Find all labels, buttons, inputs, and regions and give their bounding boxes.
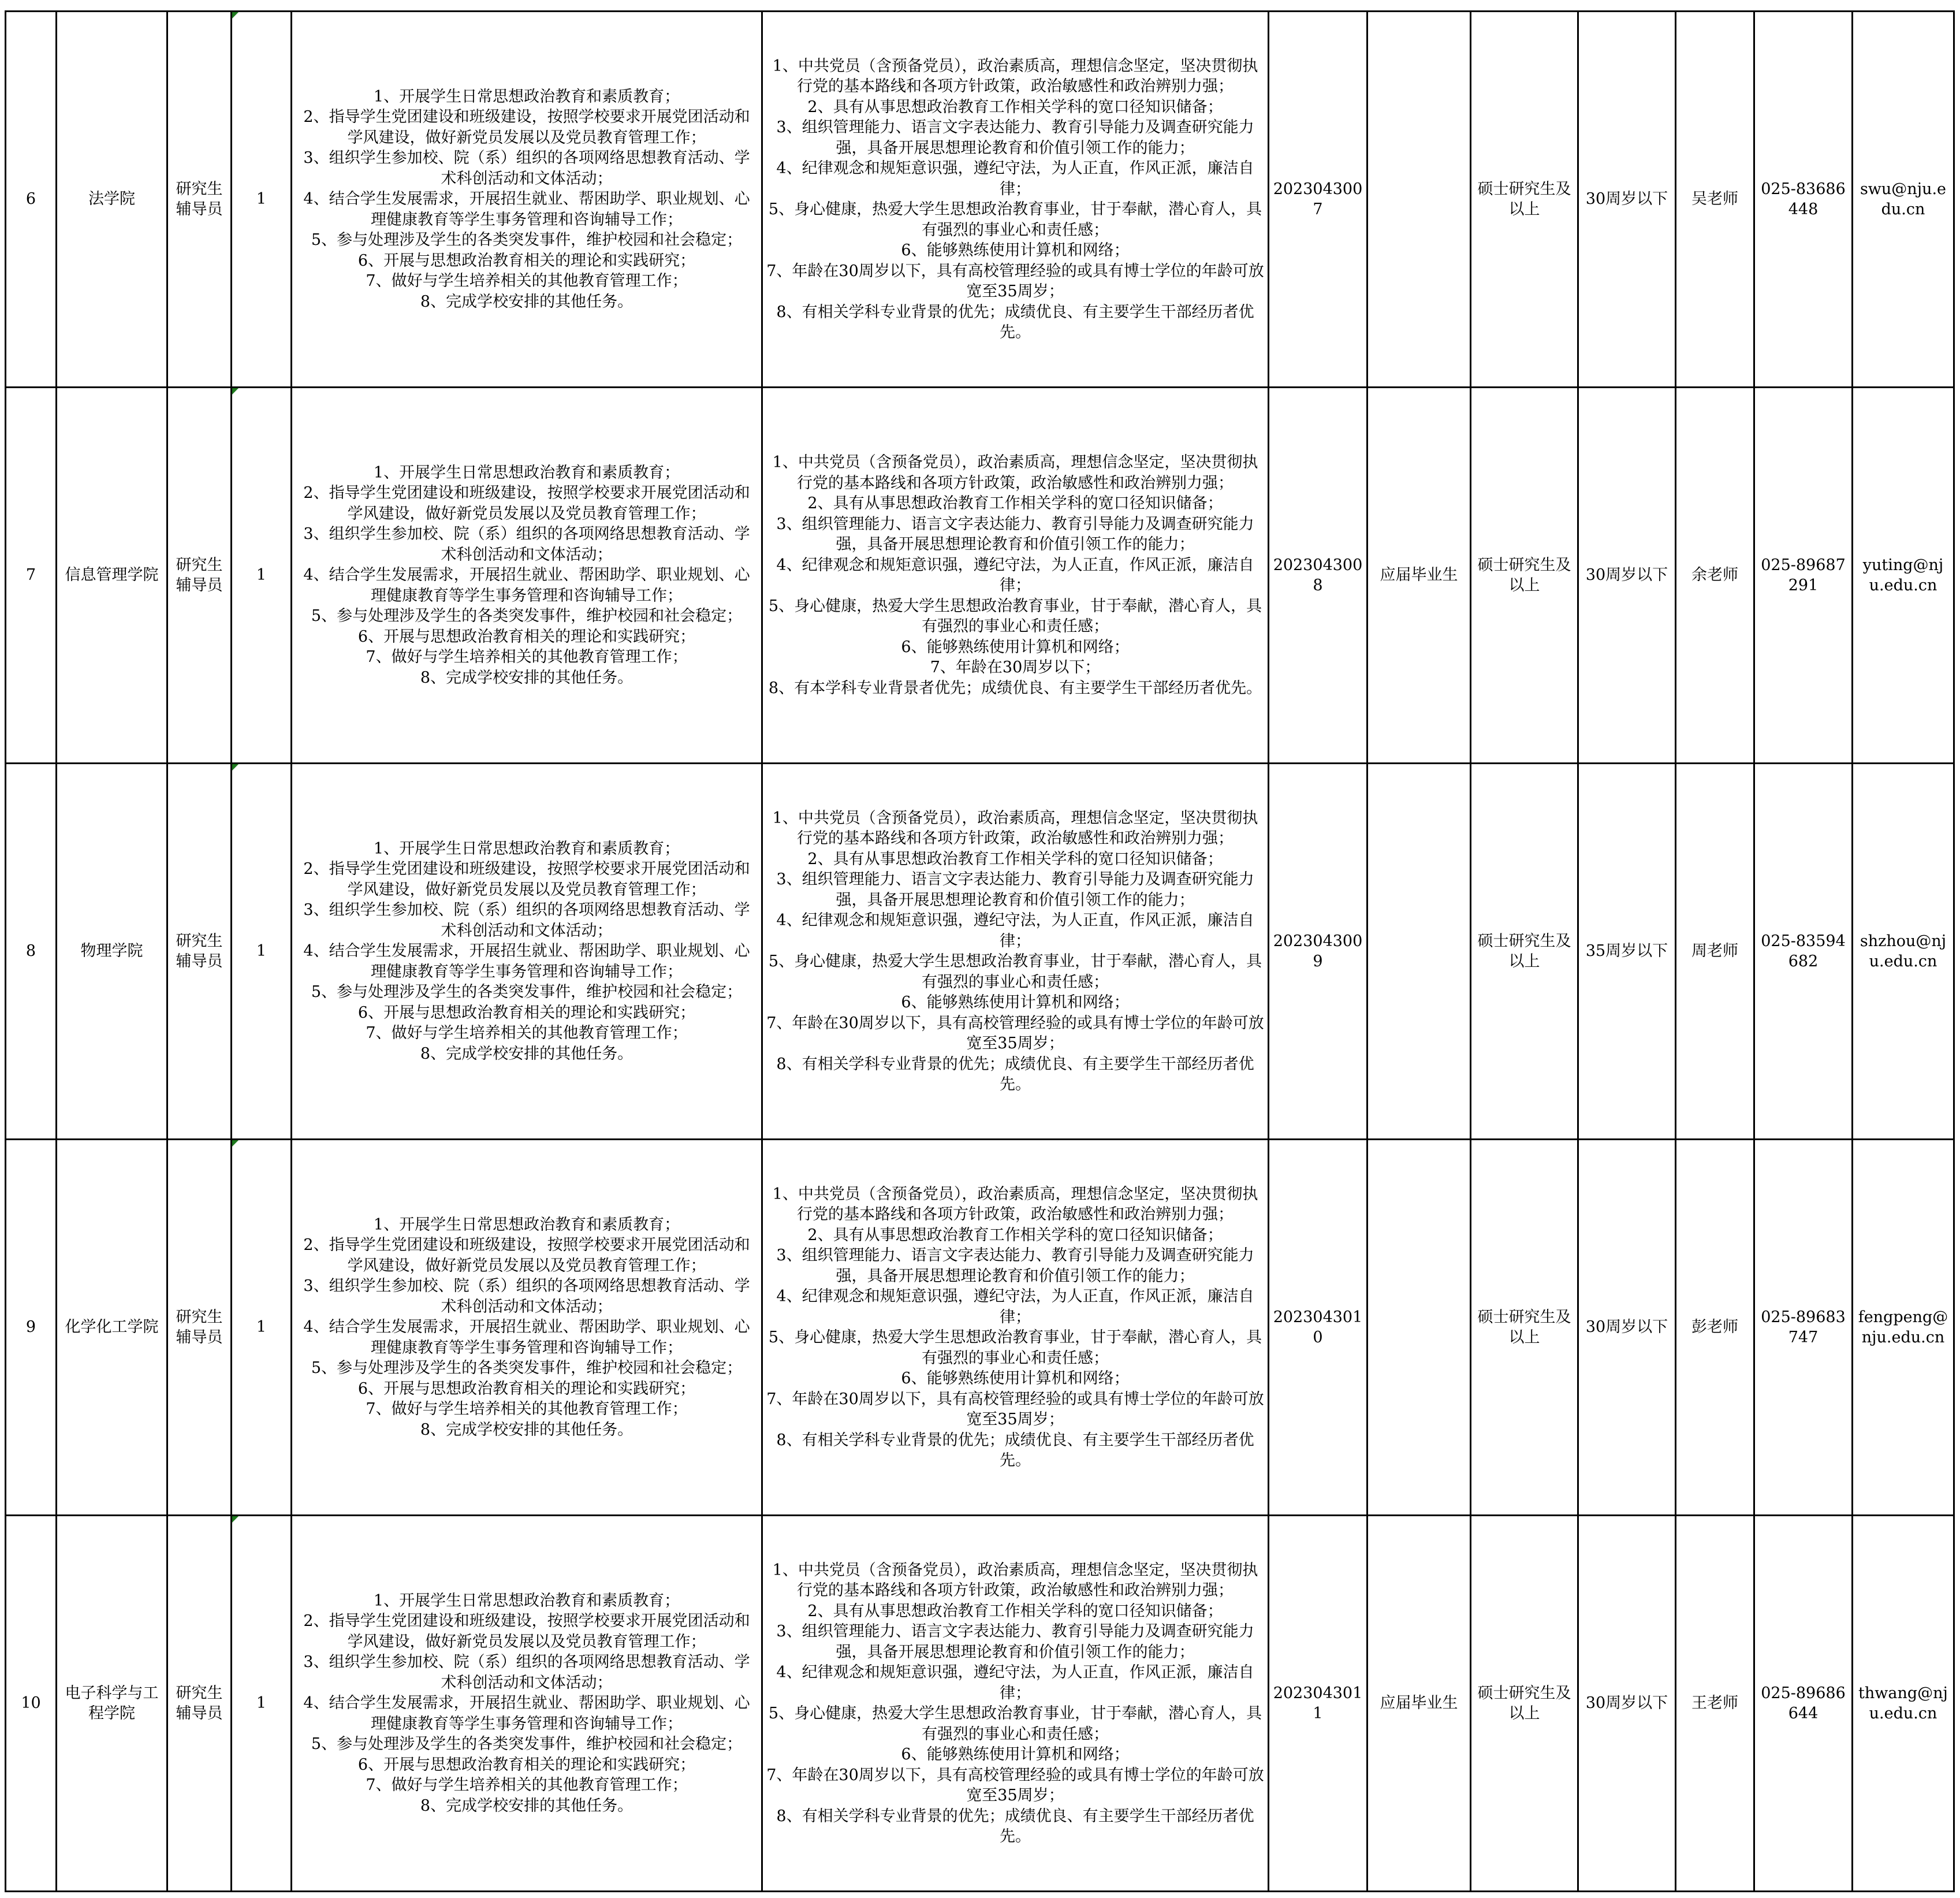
- unit-name-cell: [57, 764, 167, 1140]
- job-duties-cell: [292, 388, 762, 764]
- job-requirements-item: 2、具有从事思想政治教育工作相关学科的宽口径知识储备；: [807, 98, 1223, 116]
- row-number-cell: [6, 1516, 57, 1892]
- position-code-cell: [1269, 1140, 1367, 1516]
- job-duties-item: 7、做好与学生培养相关的其他教育管理工作；: [366, 272, 688, 291]
- position-name-cell: [167, 12, 232, 388]
- recruitment-table: [5, 10, 1955, 1892]
- contact-email[interactable]: yuting@nju.edu.cn: [1862, 556, 1944, 594]
- contact-phone-cell: [1754, 388, 1853, 764]
- row-number: 6: [25, 190, 36, 209]
- age-requirement-cell: [1578, 1516, 1676, 1892]
- job-duties-item: 8、完成学校安排的其他任务。: [420, 292, 634, 311]
- contact-phone: 025-89683747: [1761, 1308, 1846, 1346]
- education-requirement-cell: [1471, 1516, 1578, 1892]
- contact-email[interactable]: shzhou@nju.edu.cn: [1860, 932, 1947, 970]
- position-code-cell: [1269, 764, 1367, 1140]
- job-duties-item: 2、指导学生党团建设和班级建设，按照学校要求开展党团活动和学风建设，做好新党员发展以及党员教育管理工作；: [303, 1236, 750, 1275]
- job-requirements-item: 4、纪律观念和规矩意识强，遵纪守法，为人正直，作风正派，廉洁自律；: [776, 911, 1254, 950]
- row-number: 10: [21, 1694, 41, 1713]
- job-requirements-cell: [762, 12, 1269, 388]
- unit-name-cell: [57, 1140, 167, 1516]
- job-duties-item: 5、参与处理涉及学生的各类突发事件，维护校园和社会稳定；: [311, 983, 743, 1002]
- contact-phone-cell: [1754, 764, 1853, 1140]
- job-requirements-item: 7、年龄在30周岁以下；: [930, 658, 1101, 676]
- job-duties-item: 5、参与处理涉及学生的各类突发事件，维护校园和社会稳定；: [311, 1735, 743, 1754]
- job-requirements-item: 4、纪律观念和规矩意识强，遵纪守法，为人正直，作风正派，廉洁自律；: [776, 1287, 1254, 1326]
- education-requirement-cell: [1471, 12, 1578, 388]
- position-name: 研究生辅导员: [176, 556, 223, 594]
- job-duties-item: 4、结合学生发展需求，开展招生就业、帮困助学、职业规划、心理健康教育等学生事务管理和咨询辅导工作；: [303, 566, 750, 605]
- job-duties-item: 2、指导学生党团建设和班级建设，按照学校要求开展党团活动和学风建设，做好新党员发展以及党员教育管理工作；: [303, 1612, 750, 1651]
- contact-phone-cell: [1754, 12, 1853, 388]
- education-requirement: 硕士研究生及以上: [1477, 556, 1571, 594]
- hiring-count: 1: [256, 1694, 267, 1713]
- job-duties-item: 3、组织学生参加校、院（系）组织的各项网络思想教育活动、学术科创活动和文体活动；: [303, 149, 750, 188]
- job-requirements-item: 1、中共党员（含预备党员），政治素质高，理想信念坚定，坚决贯彻执行党的基本路线和各项方针政策，政治敏感性和政治辨别力强；: [772, 57, 1258, 95]
- job-requirements-item: 2、具有从事思想政治教育工作相关学科的宽口径知识储备；: [807, 850, 1223, 868]
- job-duties-item: 7、做好与学生培养相关的其他教育管理工作；: [366, 1776, 688, 1795]
- job-duties-item: 4、结合学生发展需求，开展招生就业、帮困助学、职业规划、心理健康教育等学生事务管理和咨询辅导工作；: [303, 190, 750, 229]
- position-name-cell: [167, 1516, 232, 1892]
- contact-email-cell: [1853, 1140, 1954, 1516]
- contact-email-cell: [1853, 764, 1954, 1140]
- candidate-source: 应届毕业生: [1380, 1694, 1458, 1713]
- job-requirements-item: 3、组织管理能力、语言文字表达能力、教育引导能力及调查研究能力强，具备开展思想理论教育和价值引领工作的能力；: [776, 870, 1254, 909]
- job-requirements-item: 1、中共党员（含预备党员），政治素质高，理想信念坚定，坚决贯彻执行党的基本路线和各项方针政策，政治敏感性和政治辨别力强；: [772, 1561, 1258, 1599]
- job-requirements-item: 2、具有从事思想政治教育工作相关学科的宽口径知识储备；: [807, 1602, 1223, 1620]
- position-code: 2023043010: [1273, 1308, 1363, 1346]
- unit-name-cell: [57, 388, 167, 764]
- hiring-count-cell: [232, 1140, 292, 1516]
- job-requirements-item: 2、具有从事思想政治教育工作相关学科的宽口径知识储备；: [807, 494, 1223, 512]
- job-duties-item: 8、完成学校安排的其他任务。: [420, 1420, 634, 1439]
- age-requirement: 30周岁以下: [1585, 190, 1668, 209]
- candidate-source: 应届毕业生: [1380, 566, 1458, 585]
- contact-phone: 025-89686644: [1761, 1684, 1846, 1722]
- job-requirements-item: 7、年龄在30周岁以下，具有高校管理经验的或具有博士学位的年龄可放宽至35周岁；: [766, 262, 1264, 300]
- table-body: [6, 12, 1954, 1892]
- row-number-cell: [6, 388, 57, 764]
- position-code: 2023043007: [1273, 180, 1363, 218]
- job-duties-item: 6、开展与思想政治教育相关的理论和实践研究；: [357, 1379, 696, 1398]
- education-requirement-cell: [1471, 764, 1578, 1140]
- contact-person-cell: [1676, 764, 1754, 1140]
- position-name: 研究生辅导员: [176, 180, 223, 218]
- age-requirement: 30周岁以下: [1585, 566, 1668, 585]
- row-number: 8: [25, 942, 36, 961]
- candidate-source-cell: [1367, 1516, 1471, 1892]
- job-duties-item: 3、组织学生参加校、院（系）组织的各项网络思想教育活动、学术科创活动和文体活动；: [303, 1653, 750, 1692]
- contact-person-cell: [1676, 1140, 1754, 1516]
- job-requirements-item: 2、具有从事思想政治教育工作相关学科的宽口径知识储备；: [807, 1226, 1223, 1244]
- job-requirements-item: 1、中共党员（含预备党员），政治素质高，理想信念坚定，坚决贯彻执行党的基本路线和各项方针政策，政治敏感性和政治辨别力强；: [772, 1185, 1258, 1223]
- unit-name-cell: [57, 1516, 167, 1892]
- job-requirements-item: 5、身心健康，热爱大学生思想政治教育事业，甘于奉献，潜心育人，具有强烈的事业心和责任感；: [768, 1328, 1262, 1367]
- position-code-cell: [1269, 388, 1367, 764]
- unit-name: 电子科学与工程学院: [65, 1684, 159, 1722]
- job-duties-item: 6、开展与思想政治教育相关的理论和实践研究；: [357, 627, 696, 646]
- unit-name-cell: [57, 12, 167, 388]
- job-requirements-item: 8、有本学科专业背景者优先；成绩优良、有主要学生干部经历者优先。: [768, 679, 1262, 697]
- job-requirements-item: 8、有相关学科专业背景的优先；成绩优良、有主要学生干部经历者优先。: [776, 1807, 1254, 1845]
- table-row: [6, 12, 1954, 388]
- position-code: 2023043009: [1273, 932, 1363, 970]
- table-row: [6, 1516, 1954, 1892]
- job-requirements-item: 8、有相关学科专业背景的优先；成绩优良、有主要学生干部经历者优先。: [776, 1055, 1254, 1093]
- job-requirements-item: 5、身心健康，热爱大学生思想政治教育事业，甘于奉献，潜心育人，具有强烈的事业心和责任感；: [768, 200, 1262, 239]
- hiring-count-cell: [232, 12, 292, 388]
- age-requirement-cell: [1578, 1140, 1676, 1516]
- hiring-count: 1: [256, 566, 267, 585]
- contact-phone: 025-89687291: [1761, 556, 1846, 594]
- job-duties-item: 1、开展学生日常思想政治教育和素质教育；: [373, 463, 680, 482]
- job-requirements-item: 7、年龄在30周岁以下，具有高校管理经验的或具有博士学位的年龄可放宽至35周岁；: [766, 1766, 1264, 1804]
- age-requirement: 30周岁以下: [1585, 1318, 1668, 1337]
- job-requirements-cell: [762, 1516, 1269, 1892]
- position-code: 2023043008: [1273, 556, 1363, 594]
- job-requirements-item: 6、能够熟练使用计算机和网络；: [901, 638, 1130, 656]
- contact-person: 周老师: [1691, 942, 1738, 961]
- contact-email-cell: [1853, 388, 1954, 764]
- job-requirements-item: 3、组织管理能力、语言文字表达能力、教育引导能力及调查研究能力强，具备开展思想理论教育和价值引领工作的能力；: [776, 118, 1254, 157]
- hiring-count: 1: [256, 1318, 267, 1337]
- job-duties-item: 5、参与处理涉及学生的各类突发事件，维护校园和社会稳定；: [311, 231, 743, 250]
- job-duties-item: 1、开展学生日常思想政治教育和素质教育；: [373, 1215, 680, 1234]
- candidate-source-cell: [1367, 12, 1471, 388]
- hiring-count-cell: [232, 1516, 292, 1892]
- education-requirement-cell: [1471, 1140, 1578, 1516]
- job-duties-cell: [292, 12, 762, 388]
- job-requirements-item: 6、能够熟练使用计算机和网络；: [901, 241, 1130, 259]
- unit-name: 信息管理学院: [65, 566, 159, 585]
- contact-phone: 025-83594682: [1761, 932, 1846, 970]
- job-requirements-item: 1、中共党员（含预备党员），政治素质高，理想信念坚定，坚决贯彻执行党的基本路线和各项方针政策，政治敏感性和政治辨别力强；: [772, 453, 1258, 492]
- contact-phone-cell: [1754, 1516, 1853, 1892]
- job-requirements-item: 6、能够熟练使用计算机和网络；: [901, 1746, 1130, 1763]
- contact-person: 余老师: [1691, 566, 1738, 585]
- hiring-count-cell: [232, 388, 292, 764]
- hiring-count: 1: [256, 942, 267, 961]
- table-row: [6, 388, 1954, 764]
- contact-email-cell: [1853, 12, 1954, 388]
- job-requirements-item: 4、纪律观念和规矩意识强，遵纪守法，为人正直，作风正派，廉洁自律；: [776, 1663, 1254, 1702]
- job-requirements-cell: [762, 388, 1269, 764]
- job-duties-cell: [292, 764, 762, 1140]
- contact-person-cell: [1676, 1516, 1754, 1892]
- education-requirement: 硕士研究生及以上: [1477, 932, 1571, 970]
- job-requirements-item: 8、有相关学科专业背景的优先；成绩优良、有主要学生干部经历者优先。: [776, 303, 1254, 341]
- row-number: 7: [25, 566, 36, 585]
- education-requirement: 硕士研究生及以上: [1477, 180, 1571, 218]
- position-name-cell: [167, 388, 232, 764]
- job-requirements-item: 6、能够熟练使用计算机和网络；: [901, 1369, 1130, 1387]
- row-number-cell: [6, 12, 57, 388]
- job-duties-item: 3、组织学生参加校、院（系）组织的各项网络思想教育活动、学术科创活动和文体活动；: [303, 525, 750, 564]
- position-name-cell: [167, 764, 232, 1140]
- job-requirements-cell: [762, 764, 1269, 1140]
- contact-email-cell: [1853, 1516, 1954, 1892]
- candidate-source-cell: [1367, 388, 1471, 764]
- job-requirements-item: 5、身心健康，热爱大学生思想政治教育事业，甘于奉献，潜心育人，具有强烈的事业心和责任感；: [768, 952, 1262, 991]
- job-duties-item: 5、参与处理涉及学生的各类突发事件，维护校园和社会稳定；: [311, 1359, 743, 1378]
- unit-name: 法学院: [88, 190, 135, 209]
- contact-person: 彭老师: [1691, 1318, 1738, 1337]
- position-code-cell: [1269, 1516, 1367, 1892]
- hiring-count-cell: [232, 764, 292, 1140]
- candidate-source-cell: [1367, 764, 1471, 1140]
- job-requirements-item: 3、组织管理能力、语言文字表达能力、教育引导能力及调查研究能力强，具备开展思想理论教育和价值引领工作的能力；: [776, 515, 1254, 553]
- job-duties-item: 7、做好与学生培养相关的其他教育管理工作；: [366, 1400, 688, 1419]
- age-requirement-cell: [1578, 764, 1676, 1140]
- job-duties-item: 8、完成学校安排的其他任务。: [420, 668, 634, 687]
- contact-phone-cell: [1754, 1140, 1853, 1516]
- contact-person-cell: [1676, 388, 1754, 764]
- job-duties-item: 4、结合学生发展需求，开展招生就业、帮困助学、职业规划、心理健康教育等学生事务管理和咨询辅导工作；: [303, 1694, 750, 1733]
- job-duties-item: 7、做好与学生培养相关的其他教育管理工作；: [366, 648, 688, 667]
- job-requirements-item: 3、组织管理能力、语言文字表达能力、教育引导能力及调查研究能力强，具备开展思想理论教育和价值引领工作的能力；: [776, 1246, 1254, 1285]
- job-duties-item: 8、完成学校安排的其他任务。: [420, 1796, 634, 1815]
- position-name-cell: [167, 1140, 232, 1516]
- job-duties-item: 1、开展学生日常思想政治教育和素质教育；: [373, 1591, 680, 1610]
- job-requirements-item: 5、身心健康，热爱大学生思想政治教育事业，甘于奉献，潜心育人，具有强烈的事业心和责任感；: [768, 1705, 1262, 1743]
- job-duties-item: 1、开展学生日常思想政治教育和素质教育；: [373, 87, 680, 106]
- unit-name: 物理学院: [80, 942, 143, 961]
- education-requirement: 硕士研究生及以上: [1477, 1308, 1571, 1346]
- age-requirement-cell: [1578, 12, 1676, 388]
- job-requirements-cell: [762, 1140, 1269, 1516]
- job-requirements-item: 7、年龄在30周岁以下，具有高校管理经验的或具有博士学位的年龄可放宽至35周岁；: [766, 1014, 1264, 1052]
- job-duties-item: 6、开展与思想政治教育相关的理论和实践研究；: [357, 1755, 696, 1774]
- contact-email[interactable]: fengpeng@nju.edu.cn: [1858, 1308, 1948, 1346]
- position-name: 研究生辅导员: [176, 932, 223, 970]
- job-duties-item: 4、结合学生发展需求，开展招生就业、帮困助学、职业规划、心理健康教育等学生事务管理和咨询辅导工作；: [303, 942, 750, 981]
- job-requirements-item: 3、组织管理能力、语言文字表达能力、教育引导能力及调查研究能力强，具备开展思想理论教育和价值引领工作的能力；: [776, 1622, 1254, 1661]
- row-number: 9: [25, 1318, 36, 1337]
- job-duties-item: 5、参与处理涉及学生的各类突发事件，维护校园和社会稳定；: [311, 607, 743, 626]
- unit-name: 化学化工学院: [65, 1318, 159, 1337]
- candidate-source-cell: [1367, 1140, 1471, 1516]
- position-code-cell: [1269, 12, 1367, 388]
- table-row: [6, 1140, 1954, 1516]
- age-requirement: 35周岁以下: [1585, 942, 1668, 961]
- row-number-cell: [6, 1140, 57, 1516]
- job-requirements-item: 7、年龄在30周岁以下，具有高校管理经验的或具有博士学位的年龄可放宽至35周岁；: [766, 1390, 1264, 1428]
- job-duties-item: 4、结合学生发展需求，开展招生就业、帮困助学、职业规划、心理健康教育等学生事务管理和咨询辅导工作；: [303, 1318, 750, 1357]
- job-duties-item: 3、组织学生参加校、院（系）组织的各项网络思想教育活动、学术科创活动和文体活动；: [303, 1277, 750, 1316]
- job-duties-item: 1、开展学生日常思想政治教育和素质教育；: [373, 839, 680, 858]
- position-name: 研究生辅导员: [176, 1308, 223, 1346]
- contact-person: 王老师: [1691, 1694, 1738, 1713]
- contact-email[interactable]: swu@nju.edu.cn: [1860, 180, 1947, 218]
- job-duties-item: 6、开展与思想政治教育相关的理论和实践研究；: [357, 1003, 696, 1022]
- job-requirements-item: 4、纪律观念和规矩意识强，遵纪守法，为人正直，作风正派，廉洁自律；: [776, 556, 1254, 594]
- contact-person-cell: [1676, 12, 1754, 388]
- job-duties-item: 2、指导学生党团建设和班级建设，按照学校要求开展党团活动和学风建设，做好新党员发展以及党员教育管理工作；: [303, 484, 750, 523]
- position-name: 研究生辅导员: [176, 1684, 223, 1722]
- contact-phone: 025-83686448: [1761, 180, 1846, 218]
- age-requirement: 30周岁以下: [1585, 1694, 1668, 1713]
- job-requirements-item: 8、有相关学科专业背景的优先；成绩优良、有主要学生干部经历者优先。: [776, 1431, 1254, 1469]
- age-requirement-cell: [1578, 388, 1676, 764]
- job-requirements-item: 6、能够熟练使用计算机和网络；: [901, 993, 1130, 1011]
- job-duties-item: 2、指导学生党团建设和班级建设，按照学校要求开展党团活动和学风建设，做好新党员发展以及党员教育管理工作；: [303, 860, 750, 899]
- job-duties-item: 3、组织学生参加校、院（系）组织的各项网络思想教育活动、学术科创活动和文体活动；: [303, 901, 750, 940]
- position-code: 2023043011: [1273, 1684, 1363, 1722]
- job-duties-cell: [292, 1516, 762, 1892]
- education-requirement: 硕士研究生及以上: [1477, 1684, 1571, 1722]
- row-number-cell: [6, 764, 57, 1140]
- contact-email[interactable]: thwang@nju.edu.cn: [1858, 1684, 1948, 1722]
- job-duties-item: 6、开展与思想政治教育相关的理论和实践研究；: [357, 251, 696, 270]
- job-duties-cell: [292, 1140, 762, 1516]
- education-requirement-cell: [1471, 388, 1578, 764]
- job-duties-item: 2、指导学生党团建设和班级建设，按照学校要求开展党团活动和学风建设，做好新党员发展以及党员教育管理工作；: [303, 108, 750, 147]
- contact-person: 吴老师: [1691, 190, 1738, 209]
- job-requirements-item: 5、身心健康，热爱大学生思想政治教育事业，甘于奉献，潜心育人，具有强烈的事业心和责任感；: [768, 597, 1262, 635]
- job-requirements-item: 4、纪律观念和规矩意识强，遵纪守法，为人正直，作风正派，廉洁自律；: [776, 159, 1254, 198]
- job-duties-item: 8、完成学校安排的其他任务。: [420, 1044, 634, 1063]
- job-requirements-item: 1、中共党员（含预备党员），政治素质高，理想信念坚定，坚决贯彻执行党的基本路线和各项方针政策，政治敏感性和政治辨别力强；: [772, 809, 1258, 847]
- table-row: [6, 764, 1954, 1140]
- job-duties-item: 7、做好与学生培养相关的其他教育管理工作；: [366, 1024, 688, 1043]
- hiring-count: 1: [256, 190, 267, 209]
